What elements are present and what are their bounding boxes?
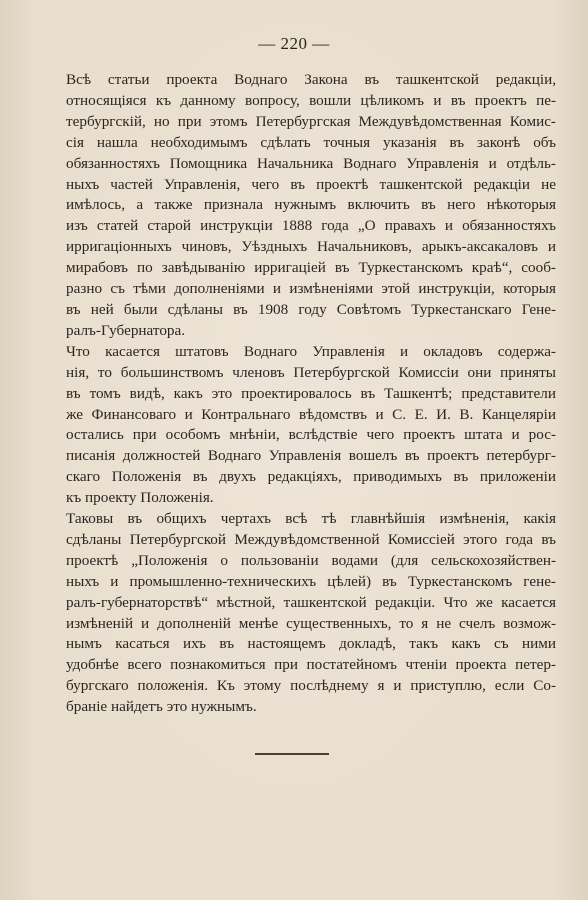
page-number: — 220 —: [258, 34, 330, 53]
text-line: Всѣ статьи проекта Воднаго Закона въ ташкентской редакціи,: [66, 71, 556, 88]
text-line: ралъ-Губернатора.: [66, 321, 186, 339]
text-line: въ томъ видѣ, какъ это проектировалось въ Ташкентѣ; представители: [66, 384, 556, 402]
text-line: разно съ тѣми дополненіями и измѣненіями этой инструкціи, которыя: [66, 280, 556, 298]
text-line: измѣненій и дополненій менѣе существенныхъ, то я не счелъ возмож-: [66, 614, 556, 632]
text-line: браніе найдетъ это нужнымъ.: [66, 698, 257, 716]
text-line: бургскаго положенія. Къ этому послѣднему я и приступлю, если Со-: [66, 677, 556, 695]
text-line: писанія должностей Воднаго Управленія вошелъ въ проектъ петербург-: [66, 447, 556, 465]
text-line: скаго Положенія въ двухъ редакціяхъ, приводимыхъ въ приложеніи: [66, 468, 556, 486]
text-line: обязанностяхъ Помощника Начальника Воднаго Управленія и отдѣль-: [66, 154, 556, 172]
text-line: сія нашла необходимымъ сдѣлать точныя указанія въ законѣ объ: [66, 133, 556, 151]
text-line: нія, то большинствомъ членовъ Петербургской Комиссіи они приняты: [66, 363, 556, 381]
text-line: Что касается штатовъ Воднаго Управленія и окладовъ содержа-: [66, 342, 556, 360]
text-line: проектѣ „Положенія о пользованіи водами (для сельскохозяйствен-: [66, 551, 556, 569]
text-line: сдѣланы Петербургской Междувѣдомственной Комиссіей этого года въ: [66, 530, 556, 548]
text-line: нымъ касаться ихъ въ настоящемъ докладѣ, такъ какъ съ ними: [66, 635, 556, 653]
text-line: изъ статей старой инструкціи 1888 года „О правахъ и обязанностяхъ: [66, 217, 556, 235]
text-line: имѣлось, а также признала нужнымъ включить въ него нѣкоторыя: [66, 196, 556, 214]
text-line: къ проекту Положенія.: [66, 489, 214, 507]
paragraph-3: [66, 509, 556, 718]
text-line: остались при особомъ мнѣніи, вслѣдствіе чего проектъ штата и рос-: [66, 426, 556, 444]
text-line: ныхъ частей Управленія, чего въ проектѣ ташкентской редакціи не: [66, 175, 556, 193]
text-line: мирабовъ по завѣдыванію ирригаціей въ Туркестанскомъ краѣ“, сооб-: [66, 259, 556, 277]
body-text: [66, 70, 556, 718]
text-line: ралъ-губернаторствѣ“ мѣстной, ташкентской редакціи. Что же касается: [66, 593, 556, 611]
text-line: ныхъ и промышленно-техническихъ цѣлей) въ Туркестанскомъ гене-: [66, 572, 556, 590]
text-line: относящіяся къ данному вопросу, вошли цѣликомъ и въ проектъ пе-: [66, 91, 556, 109]
text-line: Таковы въ общихъ чертахъ всѣ тѣ главнѣйшія измѣненія, какія: [66, 510, 556, 528]
text-line: въ ней были сдѣланы въ 1908 году Совѣтомъ Туркестанскаго Гене-: [66, 300, 556, 318]
text-line: ирригаціонныхъ чиновъ, Уѣздныхъ Начальниковъ, арыкъ-аксакаловъ и: [66, 238, 556, 256]
text-line: тербургскій, но при этомъ Петербургская Междувѣдомственная Комис-: [66, 112, 556, 130]
paragraph-2: [66, 342, 556, 509]
text-line: удобнѣе всего познакомиться при постатейномъ чтеніи проекта петер-: [66, 656, 556, 674]
end-rule: [255, 753, 329, 755]
paragraph-1: [66, 70, 556, 342]
text-line: же Финансоваго и Контральнаго вѣдомствъ и С. Е. И. В. Канцеляріи: [66, 405, 556, 423]
